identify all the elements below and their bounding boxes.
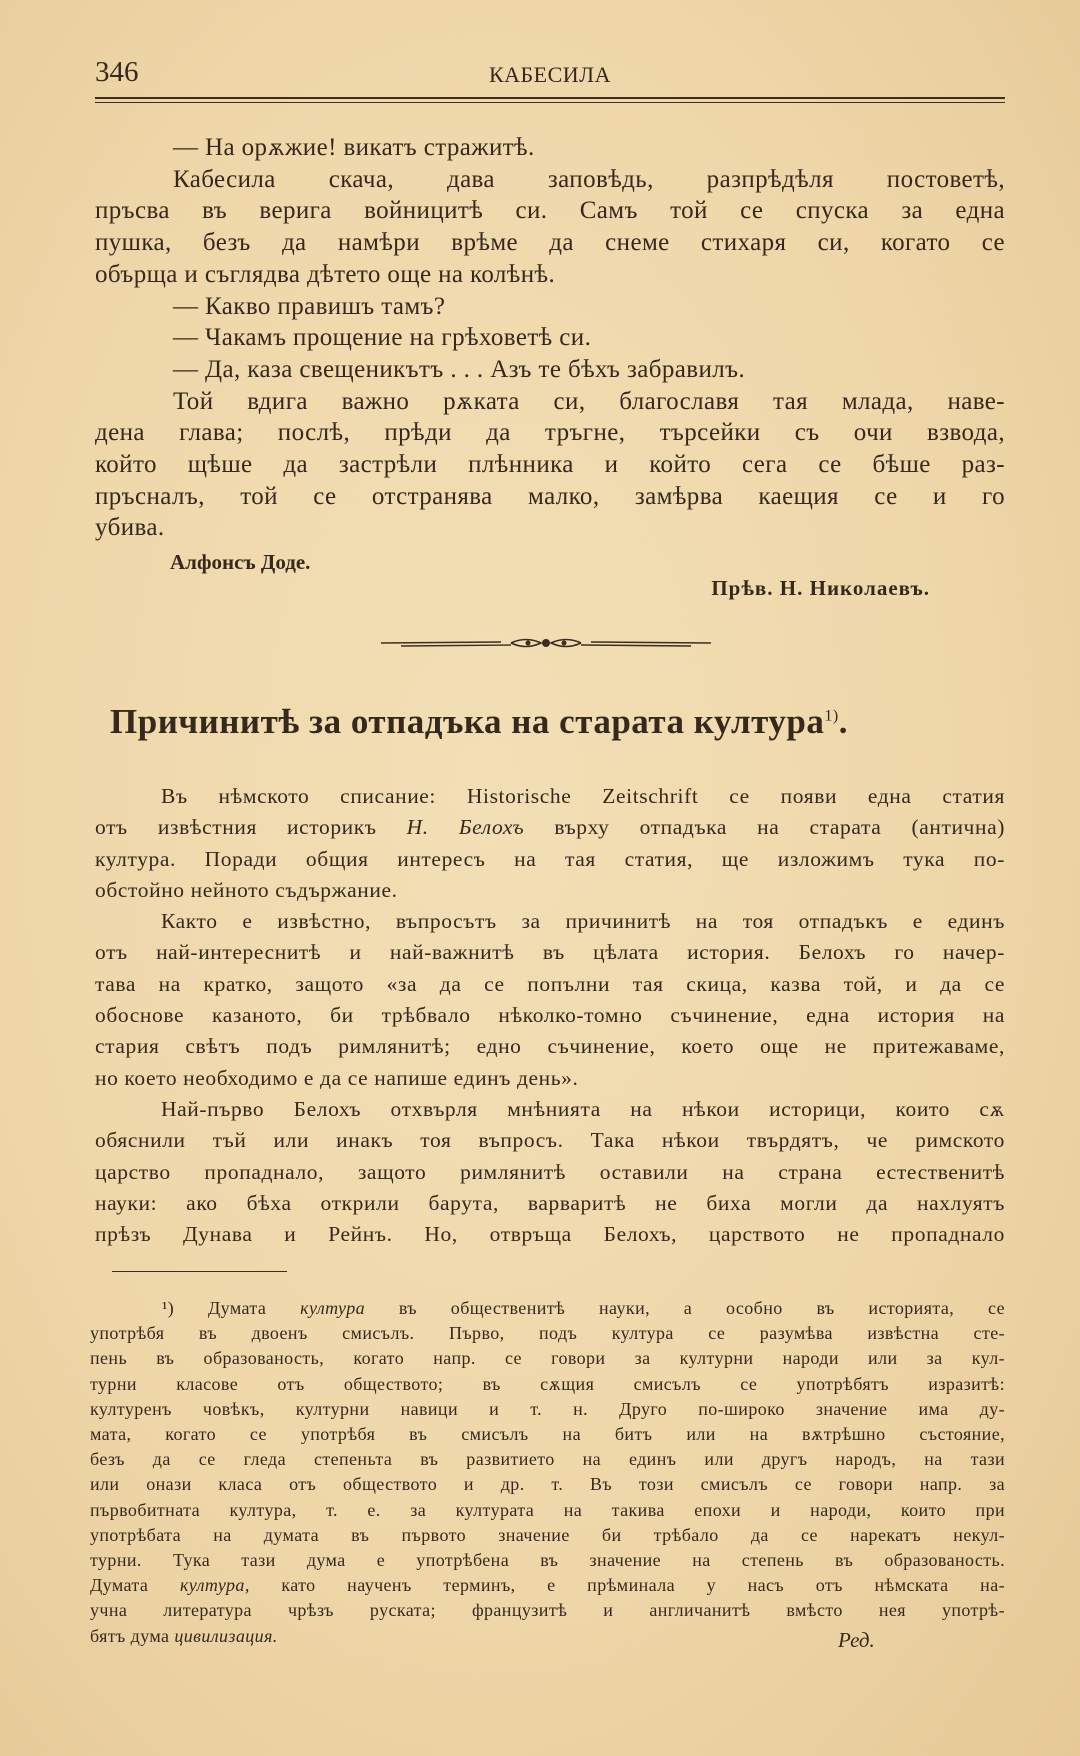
text-segment: или онази класа отъ обществото и др. т. Въ този смисълъ се говори напр. за bbox=[90, 1474, 1005, 1495]
text-segment: но което необходимо е да се напише единъ день». bbox=[95, 1065, 579, 1090]
text-segment: пръсва въ верига войницитѣ си. Самъ той се спуска за една bbox=[95, 197, 1005, 225]
text-segment: — На орѫжие! викатъ стражитѣ. bbox=[173, 134, 535, 161]
article-title-text: Причинитѣ за отпадъка на старата култура bbox=[110, 702, 825, 741]
text-segment: Както е извѣстно, въпросътъ за причинитѣ на тоя отпадъкъ е единъ bbox=[161, 909, 1005, 934]
italic-text: цивилизация. bbox=[174, 1625, 278, 1646]
text-line bbox=[95, 132, 1005, 164]
ornament-divider bbox=[381, 633, 711, 653]
text-segment: Въ нѣмското списание: Historische Zeitschrift се появи една статия bbox=[161, 784, 1005, 808]
text-line bbox=[95, 481, 1005, 513]
article-body bbox=[95, 781, 1005, 1250]
text-segment: безъ да се гледа степеньта въ развитието на единъ или другъ народъ, на тази bbox=[90, 1449, 1005, 1470]
text-segment: ¹) Думата bbox=[162, 1298, 301, 1318]
italic-text: Н. Белохъ bbox=[406, 815, 525, 840]
text-segment: употрѣбата на думата въ първото значение би трѣбало да се нарекатъ некул- bbox=[90, 1524, 1005, 1545]
text-line bbox=[90, 1321, 1005, 1346]
text-segment: отъ извѣстния историкъ bbox=[95, 815, 407, 840]
text-segment: обърща и съглядва дѣтето още на колѣнѣ. bbox=[95, 260, 556, 288]
text-line bbox=[95, 937, 1005, 968]
story-author: Алфонсъ Доде. bbox=[170, 550, 311, 574]
text-segment: тава на кратко, защото «за да се попълни тая скица, казва той, и да се bbox=[95, 971, 1005, 996]
text-segment: Най-първо Белохъ отхвърля мнѣнията на нѣкои историци, които сѫ bbox=[161, 1096, 1005, 1121]
text-segment: — Чакамъ прощение на грѣховетѣ си. bbox=[173, 324, 592, 352]
text-segment: убива. bbox=[95, 514, 165, 542]
story-translator: Прѣв. Н. Николаевъ. bbox=[711, 576, 930, 600]
text-segment: дена глава; послѣ, прѣди да тръгне, търсейки съ очи взвода, bbox=[95, 419, 1005, 447]
text-line bbox=[95, 1125, 1005, 1156]
text-line bbox=[90, 1548, 1005, 1573]
text-segment: култура. Поради общия интересъ на тая статия, ще изложимъ тука по- bbox=[95, 846, 1005, 871]
text-line bbox=[95, 449, 1005, 481]
text-segment: употрѣбя въ двоенъ смисълъ. Първо, подъ култура се разумѣва извѣстна сте- bbox=[90, 1323, 1005, 1344]
text-line bbox=[90, 1447, 1005, 1472]
header-double-rule bbox=[95, 97, 1005, 103]
text-segment: науки: ако бѣха открили барута, варваритѣ не биха могли да нахлуятъ bbox=[95, 1190, 1005, 1215]
text-line bbox=[95, 1031, 1005, 1062]
text-line bbox=[95, 781, 1005, 812]
text-line bbox=[95, 875, 1005, 906]
text-line bbox=[90, 1397, 1005, 1422]
text-line bbox=[95, 291, 1005, 323]
text-line bbox=[90, 1346, 1005, 1371]
text-segment: отъ най-интереснитѣ и най-важнитѣ въ цѣлата история. Белохъ го начер- bbox=[95, 940, 1005, 965]
text-line bbox=[95, 969, 1005, 1000]
text-line bbox=[95, 417, 1005, 449]
text-segment: върху отпадъка на старата (антична) bbox=[524, 815, 1005, 840]
text-line bbox=[90, 1498, 1005, 1523]
text-line bbox=[95, 386, 1005, 418]
page-number: 346 bbox=[95, 56, 139, 88]
text-line bbox=[95, 322, 1005, 354]
text-segment: Думата bbox=[90, 1575, 180, 1596]
text-line bbox=[95, 1000, 1005, 1031]
text-line bbox=[95, 1157, 1005, 1188]
text-segment: Кабесила скача, дава заповѣдь, разпрѣдѣля постоветѣ, bbox=[173, 165, 1005, 193]
text-segment: въ общественитѣ науки, а особно въ историята, се bbox=[365, 1298, 1005, 1318]
text-line bbox=[90, 1523, 1005, 1548]
text-line bbox=[95, 195, 1005, 227]
text-line bbox=[95, 354, 1005, 386]
text-segment: прѣзъ Дунава и Рейнъ. Но, отвръща Белохъ, царството не пропаднало bbox=[95, 1222, 1005, 1247]
text-line bbox=[95, 1063, 1005, 1094]
text-line bbox=[95, 812, 1005, 843]
text-segment: — Да, каза свещеникътъ . . . Азъ те бѣхъ забравилъ. bbox=[173, 355, 746, 383]
italic-text: култура, bbox=[179, 1575, 250, 1596]
text-segment: обстойно нейното съдържание. bbox=[95, 877, 398, 902]
text-segment: турни. Тука тази дума е употрѣбена въ значение на степень въ образованость. bbox=[90, 1550, 1005, 1571]
text-segment: — Какво правишъ тамъ? bbox=[173, 292, 446, 320]
footnote-ref: 1) bbox=[824, 707, 839, 725]
text-segment: учна литература чрѣзъ руската; французитѣ и англичанитѣ вмѣсто нея употрѣ- bbox=[90, 1600, 1005, 1621]
text-segment: стария свѣтъ подъ римлянитѣ; едно съчинение, което още не притежаваме, bbox=[95, 1034, 1005, 1059]
footnote-rule bbox=[112, 1271, 287, 1272]
text-segment: мата, когато се употрѣбя въ смисълъ на битъ или на вѫтрѣшно състояние, bbox=[90, 1424, 1005, 1445]
text-segment: обоснове казаното, би трѣбвало нѣколко-томно съчинение, една история на bbox=[95, 1003, 1005, 1028]
text-segment: Той вдига важно рѫката си, благославя тая млада, наве- bbox=[173, 387, 1005, 415]
text-line bbox=[95, 1094, 1005, 1125]
footnote bbox=[90, 1296, 1005, 1649]
text-line bbox=[90, 1296, 1005, 1321]
text-line bbox=[95, 512, 1005, 544]
text-line bbox=[90, 1573, 1005, 1598]
text-line bbox=[95, 227, 1005, 259]
text-line bbox=[95, 906, 1005, 937]
article-title: Причинитѣ за отпадъка на старата култура$^{1)}$. bbox=[110, 702, 848, 741]
text-line bbox=[90, 1472, 1005, 1497]
text-segment: бятъ дума bbox=[90, 1625, 175, 1646]
story-text bbox=[95, 132, 1005, 544]
text-line bbox=[95, 164, 1005, 196]
text-line bbox=[95, 259, 1005, 291]
italic-text: култура bbox=[300, 1298, 366, 1318]
text-segment: пръсналъ, той се отстранява малко, замѣрва каещия се и го bbox=[95, 482, 1005, 510]
text-segment: пушка, безъ да намѣри врѣме да снеме стихаря си, когато се bbox=[95, 229, 1005, 257]
text-line bbox=[90, 1372, 1005, 1397]
text-segment: обяснили тъй или инакъ тоя въпросъ. Така нѣкои твърдятъ, че римското bbox=[95, 1128, 1005, 1153]
text-segment: като наученъ терминъ, е прѣминала у насъ отъ нѣмската на- bbox=[249, 1575, 1005, 1596]
text-line bbox=[90, 1598, 1005, 1623]
text-segment: културенъ човѣкъ, културни навици и т. н. Друго по-широко значение има ду- bbox=[90, 1398, 1005, 1419]
footnote-signature: Ред. bbox=[838, 1628, 875, 1652]
text-segment: който щѣше да застрѣли плѣнника и който сега се бѣше раз- bbox=[95, 451, 1005, 479]
text-line bbox=[90, 1422, 1005, 1447]
running-title: КАБЕСИЛА bbox=[488, 62, 611, 87]
text-segment: турни класове отъ обществото; въ сѫщия смисълъ се употрѣбятъ изразитѣ: bbox=[90, 1373, 1005, 1394]
text-segment: пень въ образованость, когато напр. се говори за културни народи или за кул- bbox=[90, 1348, 1005, 1369]
text-segment: царство пропаднало, защото римлянитѣ оставили на страна естественитѣ bbox=[95, 1159, 1005, 1184]
text-segment: първобитната култура, т. е. за културата на такива епохи и народи, които при bbox=[90, 1499, 1005, 1520]
text-line bbox=[95, 1219, 1005, 1250]
text-line bbox=[95, 1188, 1005, 1219]
text-line bbox=[95, 844, 1005, 875]
